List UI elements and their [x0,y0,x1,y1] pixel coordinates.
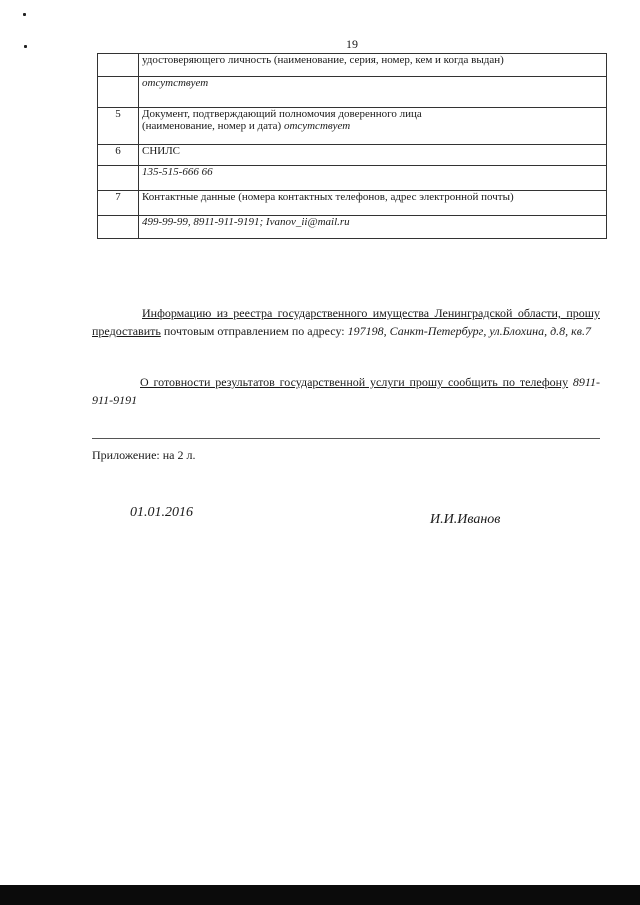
table-row [98,108,607,145]
table-row [98,191,607,216]
applicant-details-table [97,53,607,239]
table-row [98,77,607,108]
cell-text: (наименование, номер и дата) [142,120,282,132]
table-row [98,166,607,191]
table-cell-value: 135-515-666 66 [139,166,607,191]
postal-address: 197198, Санкт-Петербург, ул.Блохина, д.8, кв.7 [347,324,591,338]
scan-border-bar [0,885,640,905]
cell-line: Документ, подтверждающий полномочия доверенного лица [142,108,422,120]
table-cell: удостоверяющего личность (наименование, серия, номер, кем и когда выдан) [139,54,607,77]
table-cell: Контактные данные (номера контактных телефонов, адрес электронной почты) [139,191,607,216]
table-row [98,145,607,166]
table-row [98,54,607,77]
table-cell: СНИЛС [139,145,607,166]
table-cell-value: отсутствует [283,120,351,132]
info-request-text: Информацию из реестра государственного имущества Ленинградской области, прошу предоставить [92,306,600,338]
scan-dot [24,45,27,48]
readiness-paragraph [92,373,600,409]
table-cell-value: отсутствует [139,77,607,108]
attachment-note: Приложение: на 2 л. [92,448,196,462]
page-number: 19 [346,37,358,51]
row-number-cell [98,54,139,77]
info-request-paragraph [92,304,600,340]
contact-phone: 8911-911-9191 [92,375,601,407]
table-cell-value: 499-99-99, 8911-911-9191; Ivanov_ii@mail.ru [139,216,607,239]
row-number-cell: 7 [98,191,139,216]
table-cell [139,108,607,145]
divider-line [92,438,600,439]
cell-line [142,120,603,132]
signature-date: 01.01.2016 [130,505,193,520]
row-number-cell: 6 [98,145,139,166]
applicant-signature: И.И.Иванов [430,512,501,527]
delivery-method-text: почтовым отправлением по адресу: [163,324,345,338]
readiness-text: О готовности результатов государственной услуги прошу сообщить по телефону [140,375,569,389]
row-number-cell [98,166,139,191]
row-number-cell [98,77,139,108]
table-row [98,216,607,239]
scan-dot [23,13,26,16]
row-number-cell: 5 [98,108,139,145]
row-number-cell [98,216,139,239]
